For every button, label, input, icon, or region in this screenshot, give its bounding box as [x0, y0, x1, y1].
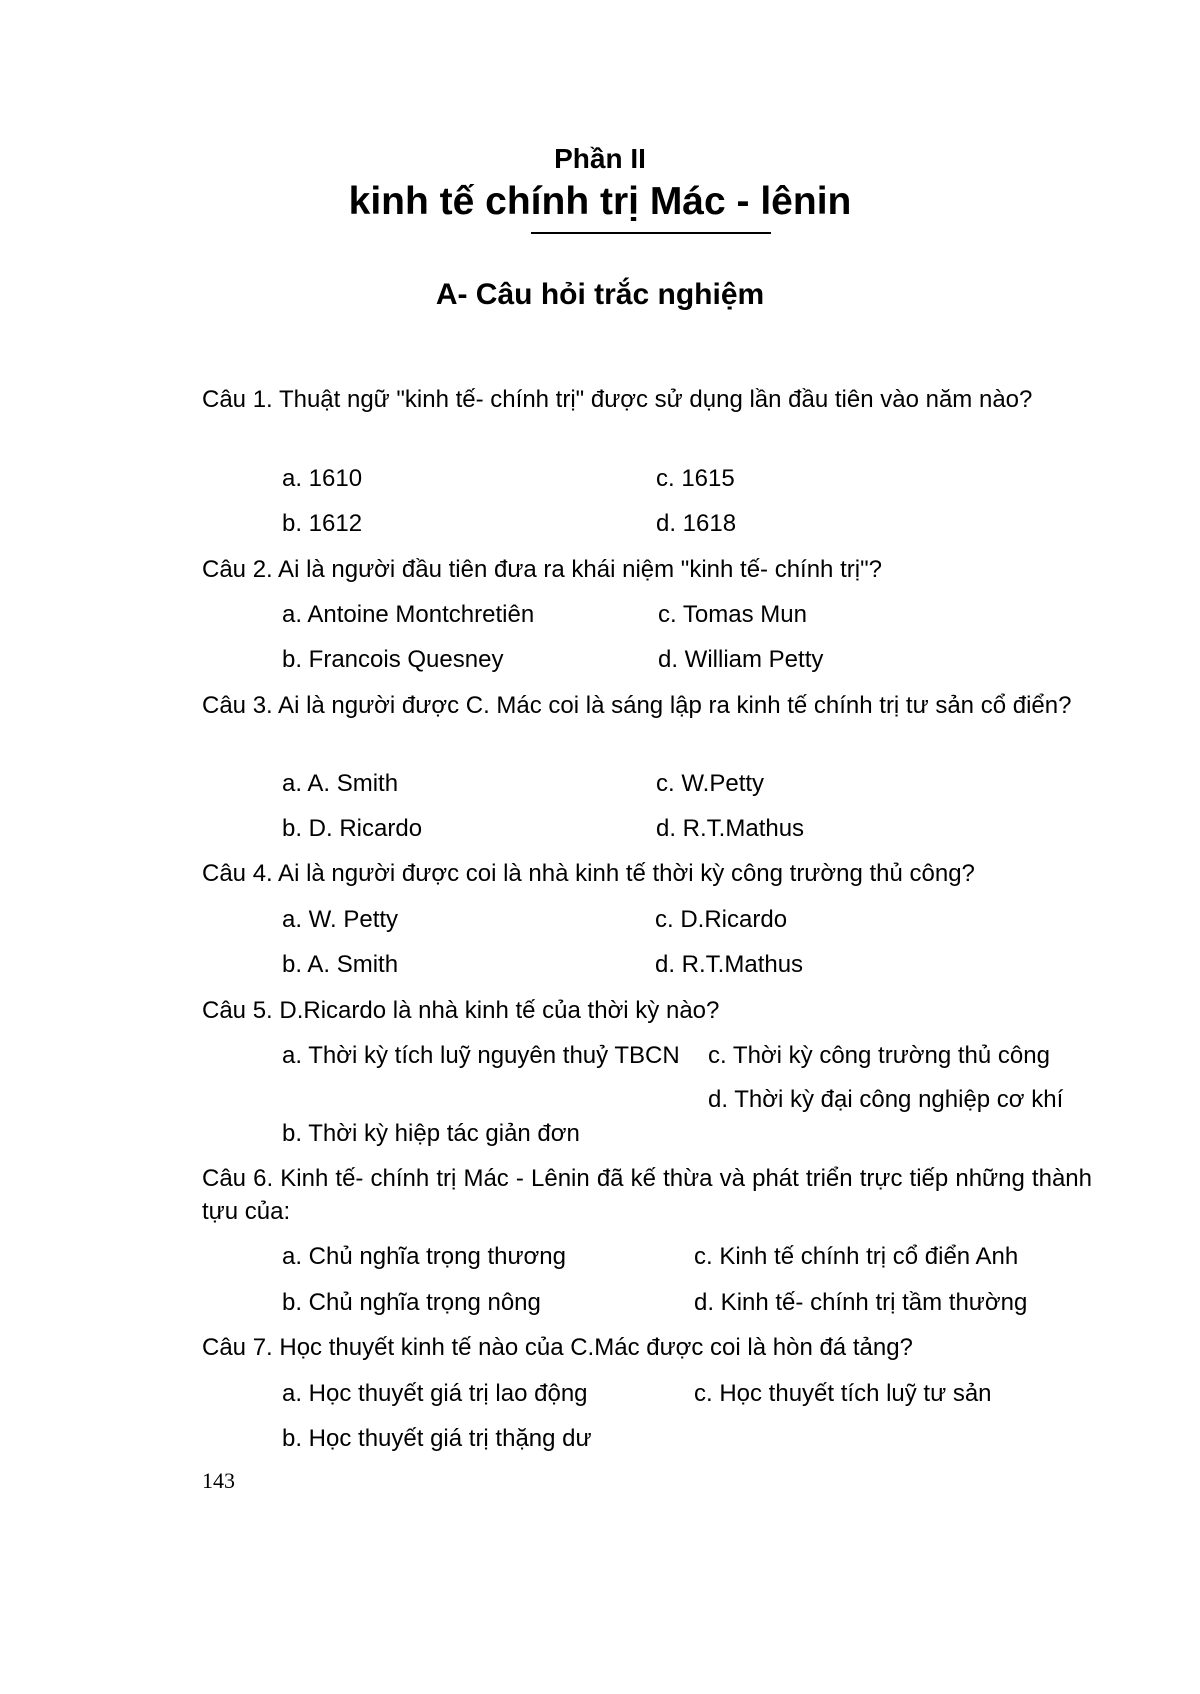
q2-option-c: c. Tomas Mun	[658, 601, 807, 628]
question-7: Câu 7. Học thuyết kinh tế nào của C.Mác được coi là hòn đá tảng?	[202, 1334, 913, 1361]
main-title: kinh tế chính trị Mác - lênin	[348, 180, 852, 223]
q3-option-d: d. R.T.Mathus	[656, 815, 805, 842]
q6-option-d: d. Kinh tế- chính trị tầm thường	[694, 1289, 1028, 1316]
question-2: Câu 2. Ai là người đầu tiên đưa ra khái niệm "kinh tế- chính trị"?	[202, 556, 882, 583]
q5-option-c: c. Thời kỳ công trường thủ công	[708, 1042, 1050, 1069]
q4-option-b: b. A. Smith	[282, 951, 399, 978]
q5-option-d: d. Thời kỳ đại công nghiệp cơ khí	[708, 1086, 1064, 1113]
q2-option-a: a. Antoine Montchretiên	[282, 601, 535, 628]
section-title: A- Câu hỏi trắc nghiệm	[435, 278, 765, 311]
q7-option-c: c. Học thuyết tích luỹ tư sản	[694, 1380, 992, 1407]
q4-option-d: d. R.T.Mathus	[655, 951, 804, 978]
question-3: Câu 3. Ai là người được C. Mác coi là sáng lập ra kinh tế chính trị tư sản cổ điển?	[202, 692, 1072, 719]
page-number: 143	[202, 1468, 235, 1493]
q6-option-a: a. Chủ nghĩa trọng thương	[282, 1243, 566, 1270]
q4-option-a: a. W. Petty	[282, 906, 399, 933]
title-underline	[531, 232, 771, 234]
q5-option-b: b. Thời kỳ hiệp tác giản đơn	[282, 1120, 580, 1147]
q1-option-a: a. 1610	[282, 465, 363, 492]
q3-option-b: b. D. Ricardo	[282, 815, 423, 842]
q1-option-d: d. 1618	[656, 510, 737, 537]
q6-option-c: c. Kinh tế chính trị cổ điển Anh	[694, 1243, 1019, 1270]
question-6: Câu 6. Kinh tế- chính trị Mác - Lênin đã kế thừa và phát triển trực tiếp những thành tựu của:	[202, 1165, 1092, 1225]
q3-option-c: c. W.Petty	[656, 770, 765, 797]
q4-option-c: c. D.Ricardo	[655, 906, 788, 933]
part-label: Phần II	[554, 143, 646, 174]
q5-option-a: a. Thời kỳ tích luỹ nguyên thuỷ TBCN	[282, 1042, 680, 1069]
q6-option-b: b. Chủ nghĩa trọng nông	[282, 1289, 541, 1316]
q1-option-b: b. 1612	[282, 510, 363, 537]
question-5: Câu 5. D.Ricardo là nhà kinh tế của thời kỳ nào?	[202, 997, 720, 1024]
q7-option-a: a. Học thuyết giá trị lao động	[282, 1380, 588, 1407]
question-4: Câu 4. Ai là người được coi là nhà kinh tế thời kỳ công trường thủ công?	[202, 860, 975, 887]
q2-option-d: d. William Petty	[658, 646, 824, 673]
q7-option-b: b. Học thuyết giá trị thặng dư	[282, 1425, 592, 1452]
q3-option-a: a. A. Smith	[282, 770, 399, 797]
q2-option-b: b. Francois Quesney	[282, 646, 504, 673]
question-1: Câu 1. Thuật ngữ "kinh tế- chính trị" được sử dụng lần đầu tiên vào năm nào?	[202, 386, 1033, 413]
q1-option-c: c. 1615	[656, 465, 735, 492]
